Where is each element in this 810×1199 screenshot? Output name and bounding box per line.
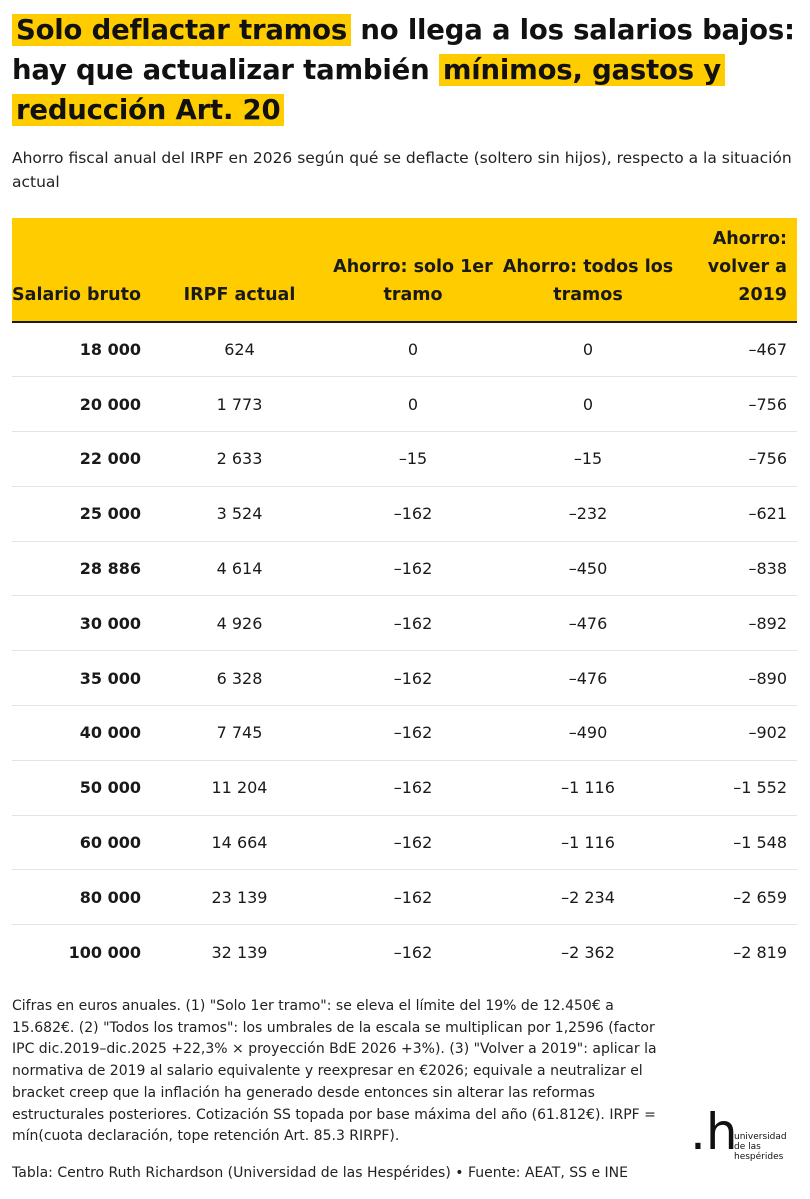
table-row bbox=[12, 486, 797, 541]
cell-ahorro-todos-tramos: –2 362 bbox=[561, 942, 615, 962]
cell-salario-bruto: 22 000 bbox=[12, 432, 153, 487]
table-row bbox=[12, 760, 797, 815]
cell-ahorro-1er-tramo: –162 bbox=[326, 706, 500, 761]
cell-ahorro-1er-tramo: –162 bbox=[326, 596, 500, 651]
logo-line-2: de las bbox=[734, 1142, 761, 1152]
table-row bbox=[12, 651, 797, 706]
cell-ahorro-volver-2019: –838 bbox=[676, 541, 797, 596]
logo-mark: .h bbox=[690, 1103, 738, 1161]
cell-ahorro-1er-tramo: –162 bbox=[326, 870, 500, 925]
chart-title bbox=[12, 10, 802, 130]
cell-salario-bruto: 100 000 bbox=[68, 942, 141, 962]
table-row bbox=[12, 322, 797, 377]
cell-ahorro-todos-tramos: –1 116 bbox=[500, 815, 676, 870]
cell-irpf-actual: 23 139 bbox=[153, 870, 326, 925]
cell-ahorro-todos-tramos: –476 bbox=[500, 651, 676, 706]
cell-irpf-actual: 4 926 bbox=[153, 596, 326, 651]
table-row bbox=[12, 815, 797, 870]
cell-ahorro-todos-tramos: –476 bbox=[500, 596, 676, 651]
cell-ahorro-volver-2019: –756 bbox=[676, 432, 797, 487]
cell-ahorro-1er-tramo: –162 bbox=[393, 942, 433, 962]
header-ahorro-volver-2019: Ahorro: volver a 2019 bbox=[676, 218, 797, 322]
cell-salario-bruto: 80 000 bbox=[12, 870, 153, 925]
logo-line-3: hespérides bbox=[734, 1152, 784, 1162]
cell-irpf-actual: 624 bbox=[153, 322, 326, 377]
cell-irpf-actual: 7 745 bbox=[153, 706, 326, 761]
cell-ahorro-volver-2019: –756 bbox=[676, 377, 797, 432]
cell-irpf-actual: 6 328 bbox=[153, 651, 326, 706]
cell-ahorro-todos-tramos: –450 bbox=[500, 541, 676, 596]
cell-ahorro-1er-tramo: 0 bbox=[326, 377, 500, 432]
cell-ahorro-todos-tramos: 0 bbox=[500, 322, 676, 377]
cell-salario-bruto: 20 000 bbox=[12, 377, 153, 432]
cell-ahorro-volver-2019: –902 bbox=[676, 706, 797, 761]
cell-ahorro-todos-tramos: –232 bbox=[500, 486, 676, 541]
logo-line-1: universidad bbox=[734, 1132, 787, 1142]
cell-ahorro-1er-tramo: –162 bbox=[326, 651, 500, 706]
cell-ahorro-todos-tramos: –15 bbox=[500, 432, 676, 487]
header-ahorro-todos-tramos: Ahorro: todos los tramos bbox=[500, 218, 676, 322]
table-row bbox=[12, 596, 797, 651]
university-logo bbox=[686, 1103, 796, 1164]
table-row bbox=[12, 925, 797, 980]
cell-ahorro-1er-tramo: –162 bbox=[326, 486, 500, 541]
cell-ahorro-1er-tramo: –15 bbox=[326, 432, 500, 487]
cell-ahorro-1er-tramo: –162 bbox=[326, 541, 500, 596]
cell-ahorro-1er-tramo: –162 bbox=[326, 815, 500, 870]
cell-salario-bruto: 40 000 bbox=[12, 706, 153, 761]
cell-ahorro-volver-2019: –890 bbox=[676, 651, 797, 706]
cell-irpf-actual: 4 614 bbox=[153, 541, 326, 596]
cell-irpf-actual: 14 664 bbox=[153, 815, 326, 870]
table-row bbox=[12, 706, 797, 761]
table-row bbox=[12, 870, 797, 925]
cell-irpf-actual: 3 524 bbox=[153, 486, 326, 541]
cell-salario-bruto: 60 000 bbox=[12, 815, 153, 870]
cell-salario-bruto: 25 000 bbox=[12, 486, 153, 541]
cell-salario-bruto: 30 000 bbox=[12, 596, 153, 651]
cell-ahorro-1er-tramo: –162 bbox=[326, 760, 500, 815]
table-row bbox=[12, 377, 797, 432]
cell-salario-bruto: 35 000 bbox=[12, 651, 153, 706]
cell-ahorro-todos-tramos: –490 bbox=[500, 706, 676, 761]
cell-salario-bruto: 18 000 bbox=[12, 322, 153, 377]
cell-ahorro-todos-tramos: –2 234 bbox=[500, 870, 676, 925]
table-body bbox=[12, 322, 797, 980]
cell-ahorro-volver-2019: –2 819 bbox=[733, 942, 787, 962]
cell-ahorro-todos-tramos: 0 bbox=[500, 377, 676, 432]
header-ahorro-1er-tramo: Ahorro: solo 1er tramo bbox=[326, 218, 500, 322]
header-salario-bruto: Salario bruto bbox=[12, 218, 153, 322]
cell-irpf-actual: 2 633 bbox=[153, 432, 326, 487]
cell-irpf-actual: 1 773 bbox=[153, 377, 326, 432]
methodology-notes: Cifras en euros anuales. (1) "Solo 1er tramo": se eleva el límite del 19% de 12.450€ a 15.682€. (2) "Todos los tramos": los umbrales de la escala se multiplican por 1,2596 (factor IPC dic.2019–dic.2025 +22,3% × proyección BdE 2026 +3%). (3) "Volver a 2019": aplicar la normativa de 2019 al salario equivalente y reexpresar en €2026; equivale a neutralizar el bracket creep que la inflación ha generado desde entonces sin alterar las reformas estructurales posteriores. Cotización SS topada por base máxima del año (61.812€). IRPF = mín(cuota declaración, tope retención Art. 85.3 RIRPF). bbox=[12, 998, 657, 1145]
cell-irpf-actual: 11 204 bbox=[153, 760, 326, 815]
cell-ahorro-1er-tramo: 0 bbox=[326, 322, 500, 377]
cell-ahorro-volver-2019: –1 548 bbox=[676, 815, 797, 870]
chart-subtitle: Ahorro fiscal anual del IRPF en 2026 según qué se deflacte (soltero sin hijos), respecto a la situación actual bbox=[12, 149, 792, 191]
title-middle: no llega a los salarios bajos: hay que actualizar también bbox=[12, 14, 795, 86]
table-row bbox=[12, 432, 797, 487]
cell-ahorro-volver-2019: –621 bbox=[676, 486, 797, 541]
header-irpf-actual: IRPF actual bbox=[153, 218, 326, 322]
title-highlight-1: Solo deflactar tramos bbox=[12, 14, 351, 46]
cell-ahorro-volver-2019: –467 bbox=[676, 322, 797, 377]
savings-table bbox=[12, 218, 797, 980]
cell-ahorro-volver-2019: –1 552 bbox=[676, 760, 797, 815]
cell-salario-bruto: 50 000 bbox=[12, 760, 153, 815]
cell-ahorro-volver-2019: –892 bbox=[676, 596, 797, 651]
table-header-row bbox=[12, 218, 797, 322]
source-credit: Tabla: Centro Ruth Richardson (Universidad de las Hespérides) • Fuente: AEAT, SS e INE bbox=[12, 1165, 628, 1181]
cell-ahorro-todos-tramos: –1 116 bbox=[500, 760, 676, 815]
logo-wordmark bbox=[734, 1132, 787, 1162]
cell-salario-bruto: 28 886 bbox=[12, 541, 153, 596]
cell-irpf-actual: 32 139 bbox=[211, 942, 268, 962]
title-highlight-2: mínimos, gastos y reducción Art. 20 bbox=[12, 54, 725, 126]
cell-ahorro-volver-2019: –2 659 bbox=[676, 870, 797, 925]
table-row bbox=[12, 541, 797, 596]
